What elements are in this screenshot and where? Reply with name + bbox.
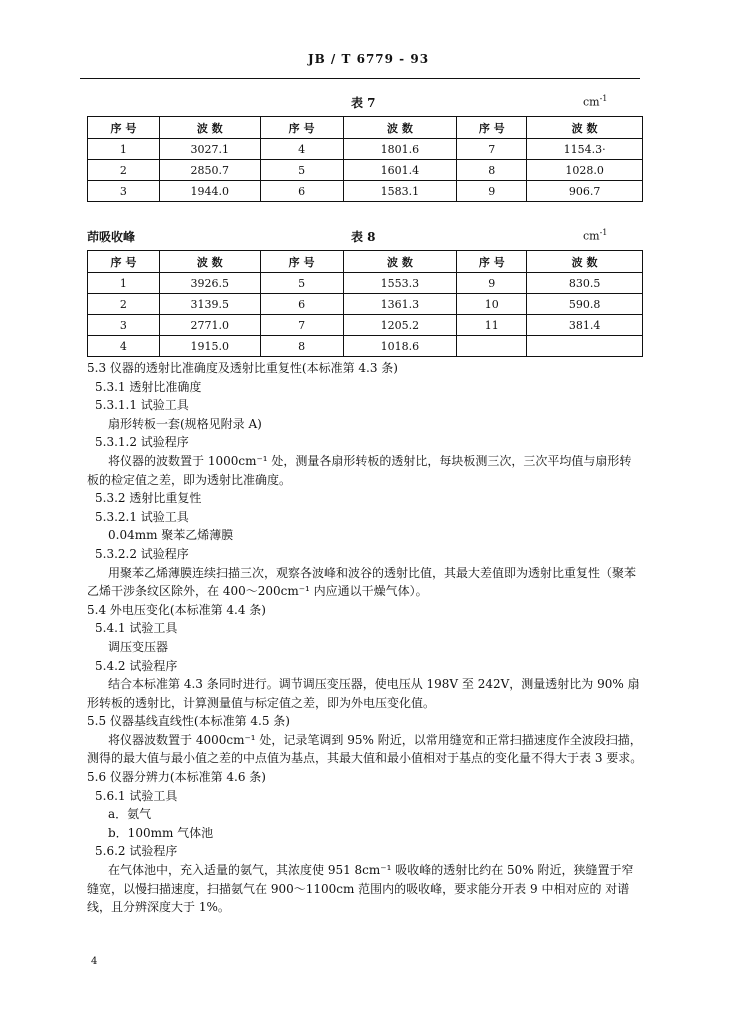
- section-heading: 5.4.2 试验程序: [95, 658, 178, 673]
- indene-absorption-label: 茚吸收峰: [87, 230, 136, 244]
- table-cell: 1: [88, 273, 160, 294]
- table-cell: 5: [260, 273, 343, 294]
- section-heading: 调压变压器: [108, 639, 169, 654]
- table7-header-cell: 波 数: [343, 117, 457, 139]
- table-cell: 1915.0: [159, 336, 260, 357]
- table-cell: 1553.3: [343, 273, 457, 294]
- table7-header-cell: 波 数: [527, 117, 643, 139]
- section-heading: 5.3.2 透射比重复性: [95, 491, 202, 506]
- table7-header-cell: 波 数: [159, 117, 260, 139]
- table7-caption: 表 7: [351, 96, 376, 110]
- table-cell: 1154.3·: [527, 139, 643, 160]
- section-heading: 5.3.1 透射比准确度: [95, 379, 202, 394]
- table-cell: 2850.7: [159, 160, 260, 181]
- table-cell: 6: [260, 294, 343, 315]
- section-heading: 5.5 仪器基线直线性(本标准第 4.5 条): [87, 714, 290, 729]
- table-row: [88, 160, 643, 181]
- table-cell: 1944.0: [159, 181, 260, 202]
- section-heading: 扇形转板一套(规格见附录 A): [108, 416, 262, 431]
- table-cell: 5: [260, 160, 343, 181]
- table-row: [88, 315, 643, 336]
- page-number: 4: [91, 956, 98, 967]
- table7: [87, 116, 643, 202]
- table8-header-cell: 序 号: [457, 251, 527, 273]
- table8-header-cell: 波 数: [527, 251, 643, 273]
- table-cell: 9: [457, 181, 527, 202]
- table8-header-row: [88, 251, 643, 273]
- table-cell: 4: [88, 336, 160, 357]
- table-cell: 3: [88, 315, 160, 336]
- table-cell: 9: [457, 273, 527, 294]
- document-body: [87, 359, 643, 917]
- table8: [87, 250, 643, 357]
- table-cell: 1601.4: [343, 160, 457, 181]
- table7-header-cell: 序 号: [88, 117, 160, 139]
- table-cell: 10: [457, 294, 527, 315]
- section-heading: 5.4.1 试验工具: [95, 621, 178, 636]
- table-row: [88, 139, 643, 160]
- table8-header-cell: 序 号: [88, 251, 160, 273]
- paragraph: 结合本标准第 4.3 条同时进行。调节调压变压器，使电压从 198V 至 242V，测量透射比为 90% 扇形转板的透射比，计算测量值与标定值之差，即为外电压变化值。: [87, 677, 640, 710]
- table8-caption: 表 8: [351, 230, 376, 244]
- table-cell: 830.5: [527, 273, 643, 294]
- header-rule: [80, 78, 640, 79]
- section-heading: 5.6.1 试验工具: [95, 788, 178, 803]
- section-heading: 5.3 仪器的透射比准确度及透射比重复性(本标准第 4.3 条): [87, 361, 398, 375]
- table-cell: 8: [457, 160, 527, 181]
- table-cell: 3139.5: [159, 294, 260, 315]
- table-cell: [527, 336, 643, 357]
- table-cell: 2: [88, 294, 160, 315]
- table-cell: 3926.5: [159, 273, 260, 294]
- table-cell: 590.8: [527, 294, 643, 315]
- table-cell: 1018.6: [343, 336, 457, 357]
- table-cell: 3: [88, 181, 160, 202]
- section-heading: 5.3.1.2 试验程序: [95, 435, 189, 450]
- document-header: JB / T 6779 - 93: [307, 52, 430, 66]
- table-cell: 906.7: [527, 181, 643, 202]
- section-heading: 5.4 外电压变化(本标准第 4.4 条): [87, 602, 266, 617]
- table-cell: 3027.1: [159, 139, 260, 160]
- table-row: [88, 294, 643, 315]
- section-heading: b．100mm 气体池: [108, 825, 214, 840]
- table-cell: 6: [260, 181, 343, 202]
- table-cell: 2771.0: [159, 315, 260, 336]
- table7-header-row: [88, 117, 643, 139]
- section-heading: 5.6 仪器分辨力(本标准第 4.6 条): [87, 770, 266, 785]
- table-cell: 1028.0: [527, 160, 643, 181]
- table8-unit: $cm^{-1}$: [583, 228, 608, 243]
- section-heading: 5.6.2 试验程序: [95, 844, 178, 859]
- table7-unit: $cm^{-1}$: [583, 94, 608, 109]
- paragraph: 将仪器的波数置于 1000cm⁻¹ 处，测量各扇形转板的透射比，每块板测三次，三次平均值与扇形转板的检定值之差，即为透射比准确度。: [87, 453, 632, 487]
- table-row: [88, 181, 643, 202]
- table7-header-cell: 序 号: [260, 117, 343, 139]
- table-cell: 2: [88, 160, 160, 181]
- section-heading: a．氨气: [108, 807, 152, 822]
- paragraph: 将仪器波数置于 4000cm⁻¹ 处，记录笔调到 95% 附近，以常用缝宽和正常扫描速度作全波段扫描，测得的最大值与最小值之差的中点值为基点，其最大值和最小值相对于基点的变化量不得大于表 3 要求。: [87, 732, 643, 766]
- table-cell: 4: [260, 139, 343, 160]
- section-heading: 5.3.2.1 试验工具: [95, 509, 189, 524]
- table-cell: 7: [457, 139, 527, 160]
- table-cell: 7: [260, 315, 343, 336]
- table-cell: 1801.6: [343, 139, 457, 160]
- section-heading: 5.3.1.1 试验工具: [95, 398, 189, 413]
- table-row: [88, 273, 643, 294]
- table7-header-cell: 序 号: [457, 117, 527, 139]
- section-heading: 5.3.2.2 试验程序: [95, 546, 189, 561]
- paragraph: 用聚苯乙烯薄膜连续扫描三次，观察各波峰和波谷的透射比值，其最大差值即为透射比重复性（聚苯乙烯干涉条纹区除外，在 400～200cm⁻¹ 内应通以干燥气体）。: [87, 565, 637, 599]
- table-cell: 1583.1: [343, 181, 457, 202]
- table8-header-cell: 波 数: [159, 251, 260, 273]
- table8-header-cell: 序 号: [260, 251, 343, 273]
- table-cell: 381.4: [527, 315, 643, 336]
- table-cell: 1361.3: [343, 294, 457, 315]
- table-row: [88, 336, 643, 357]
- table-cell: 11: [457, 315, 527, 336]
- section-heading: 0.04mm 聚苯乙烯薄膜: [108, 528, 234, 543]
- table-cell: 1: [88, 139, 160, 160]
- table-cell: [457, 336, 527, 357]
- table-cell: 8: [260, 336, 343, 357]
- paragraph: 在气体池中，充入适量的氨气，其浓度使 951 8cm⁻¹ 吸收峰的透射比约在 50% 附近，狭缝置于窄缝宽，以慢扫描速度，扫描氨气在 900～1100cm 范围内的吸收峰，要求能分开表 9 中相对应的 对谱线，且分辨深度大于 1%。: [87, 863, 634, 915]
- table-cell: 1205.2: [343, 315, 457, 336]
- table8-header-cell: 波 数: [343, 251, 457, 273]
